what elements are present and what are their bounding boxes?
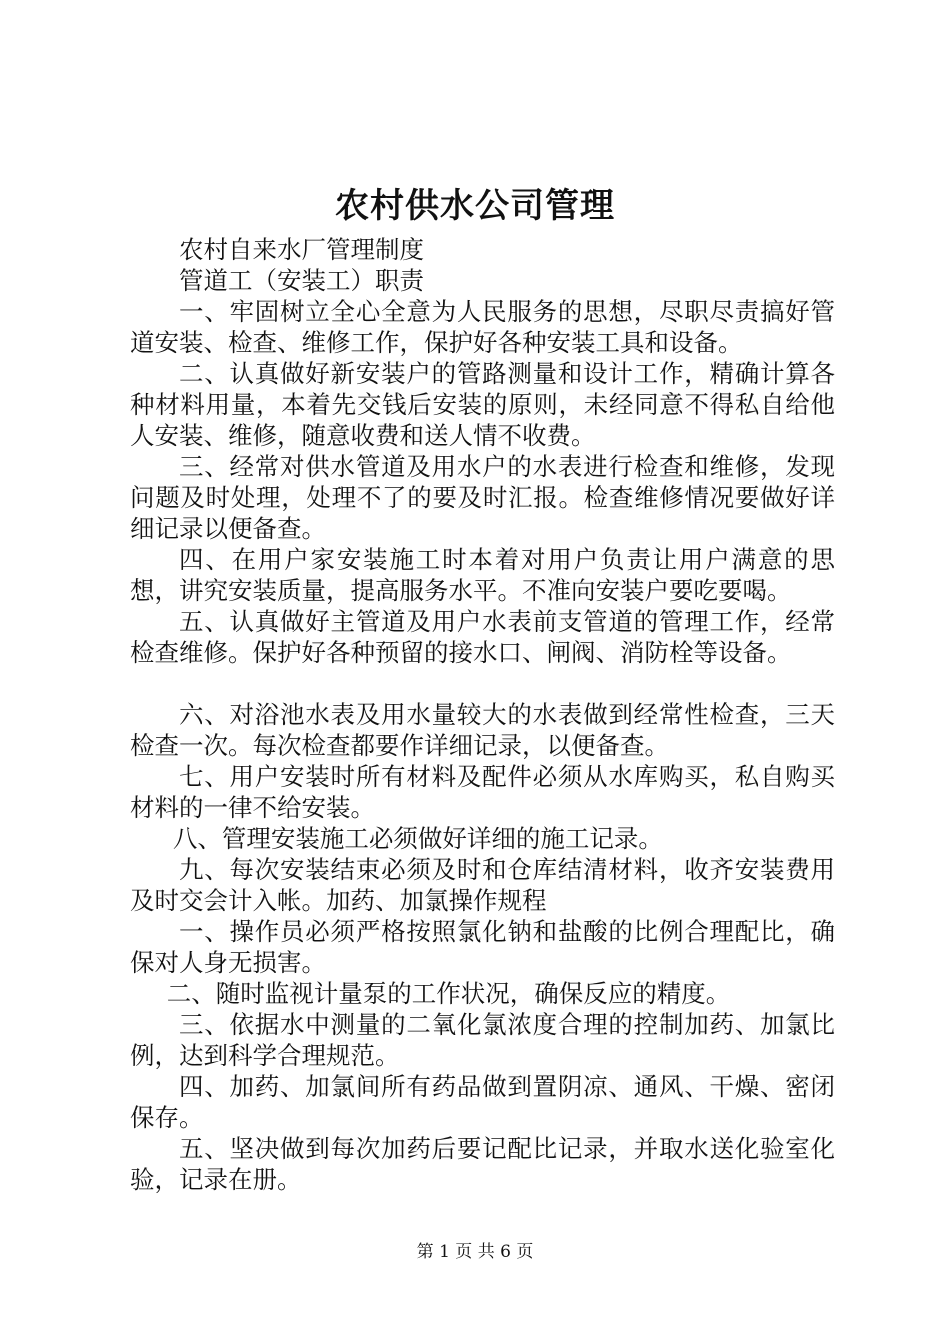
paragraph-procedure-4: 四、加药、加氯间所有药品做到置阴凉、通风、干燥、密闭保存。 xyxy=(130,1072,835,1132)
paragraph-procedure-3: 三、依据水中测量的二氧化氯浓度合理的控制加药、加氯比例，达到科学合理规范。 xyxy=(130,1010,835,1070)
document-body xyxy=(130,234,835,1195)
paragraph-duty-6: 六、对浴池水表及用水量较大的水表做到经常性检查，三天检查一次。每次检查都要作详细记录，以便备查。 xyxy=(130,700,835,760)
paragraph-duty-7: 七、用户安装时所有材料及配件必须从水库购买，私自购买材料的一律不给安装。 xyxy=(130,762,835,822)
paragraph-procedure-1: 一、操作员必须严格按照氯化钠和盐酸的比例合理配比，确保对人身无损害。 xyxy=(130,917,835,977)
paragraph-duty-3: 三、经常对供水管道及用水户的水表进行检查和维修，发现问题及时处理，处理不了的要及时汇报。检查维修情况要做好详细记录以便备查。 xyxy=(130,452,835,543)
paragraph-procedure-2: 二、随时监视计量泵的工作状况，确保反应的精度。 xyxy=(166,979,731,1008)
paragraph-procedure-5: 五、坚决做到每次加药后要记配比记录，并取水送化验室化验，记录在册。 xyxy=(130,1134,835,1194)
page-footer: 第 1 页 共 6 页 xyxy=(416,1242,534,1262)
paragraph-duty-5: 五、认真做好主管道及用户水表前支管道的管理工作，经常检查维修。保护好各种预留的接水口、闸阀、消防栓等设备。 xyxy=(130,607,835,667)
paragraph-duty-8: 八、管理安装施工必须做好详细的施工记录。 xyxy=(172,824,663,853)
paragraph-duty-1: 一、牢固树立全心全意为人民服务的思想，尽职尽责搞好管道安装、检查、维修工作，保护好各种安装工具和设备。 xyxy=(130,297,835,357)
paragraph-subtitle: 农村自来水厂管理制度 xyxy=(179,235,424,264)
document-title: 农村供水公司管理 xyxy=(335,186,615,226)
paragraph-section-heading: 管道工（安装工）职责 xyxy=(179,266,424,295)
paragraph-duty-9: 九、每次安装结束必须及时和仓库结清材料，收齐安装费用及时交会计入帐。加药、加氯操作规程 xyxy=(130,855,835,915)
paragraph-duty-2: 二、认真做好新安装户的管路测量和设计工作，精确计算各种材料用量，本着先交钱后安装的原则，未经同意不得私自给他人安装、维修，随意收费和送人情不收费。 xyxy=(130,359,835,450)
paragraph-duty-4: 四、在用户家安装施工时本着对用户负责让用户满意的思想，讲究安装质量，提高服务水平。不准向安装户要吃要喝。 xyxy=(130,545,835,605)
